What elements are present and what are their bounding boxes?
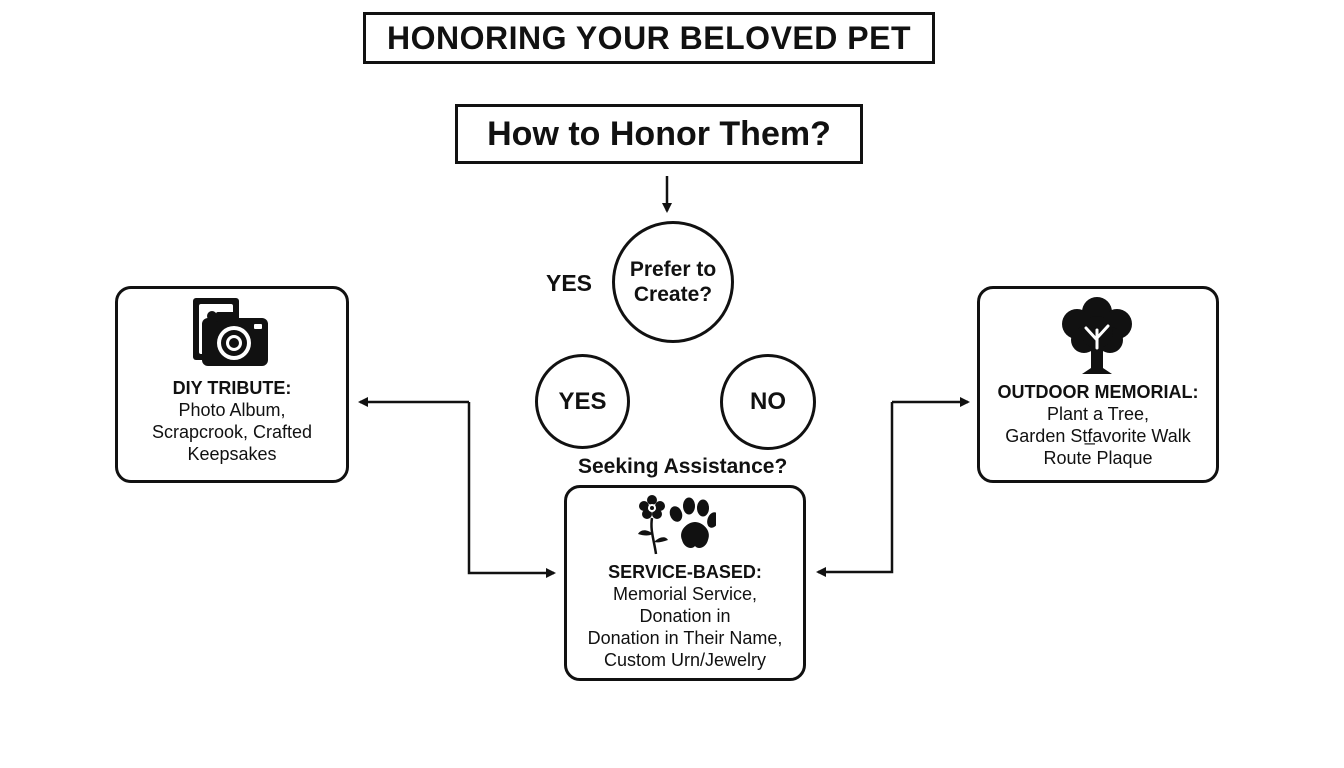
service-line-2: Donation in (639, 606, 731, 626)
tree-icon (1058, 296, 1136, 376)
decision-prefer-line2: Create? (633, 283, 713, 306)
service-text (564, 562, 806, 671)
diy-title: DIY TRIBUTE: (172, 378, 292, 398)
service-line-4: Custom Urn/Jewelry (603, 650, 767, 670)
service-title: SERVICE-BASED: (608, 562, 762, 582)
flower-paw-icon (634, 494, 716, 556)
service-line-1: Memorial Service, (612, 584, 758, 604)
decision-prefer-line1: Prefer to (629, 257, 717, 281)
yes-side-label: YES (546, 270, 593, 296)
outdoor-line-3: Route Plaque (1043, 448, 1153, 468)
diy-text (115, 378, 349, 465)
diagram-title: HONORING YOUR BELOVED PET (363, 12, 935, 64)
outdoor-text (977, 382, 1219, 469)
outdoor-title: OUTDOOR MEMORIAL: (997, 382, 1199, 402)
service-line-3: Donation in Their Name, (587, 628, 783, 648)
diy-line-1: Photo Album, (178, 400, 286, 420)
connector-diy-service (469, 402, 554, 573)
outdoor-line-1: Plant a Tree, (1046, 404, 1150, 424)
seeking-assistance-label: Seeking Assistance? (578, 455, 788, 478)
diy-line-2: Scrapcrook, Crafted (151, 422, 313, 442)
camera-icon (190, 296, 270, 370)
flower-icon (638, 495, 668, 554)
connector-outdoor-service (818, 402, 892, 572)
decision-no: NO (720, 354, 816, 450)
decision-prefer-create (612, 221, 734, 343)
decision-yes: YES (535, 354, 630, 449)
outdoor-line-2: Garden Stf̲avorite Walk (1005, 426, 1191, 446)
paw-icon (668, 498, 716, 549)
diy-line-3: Keepsakes (187, 444, 277, 464)
question-box: How to Honor Them? (455, 104, 863, 164)
